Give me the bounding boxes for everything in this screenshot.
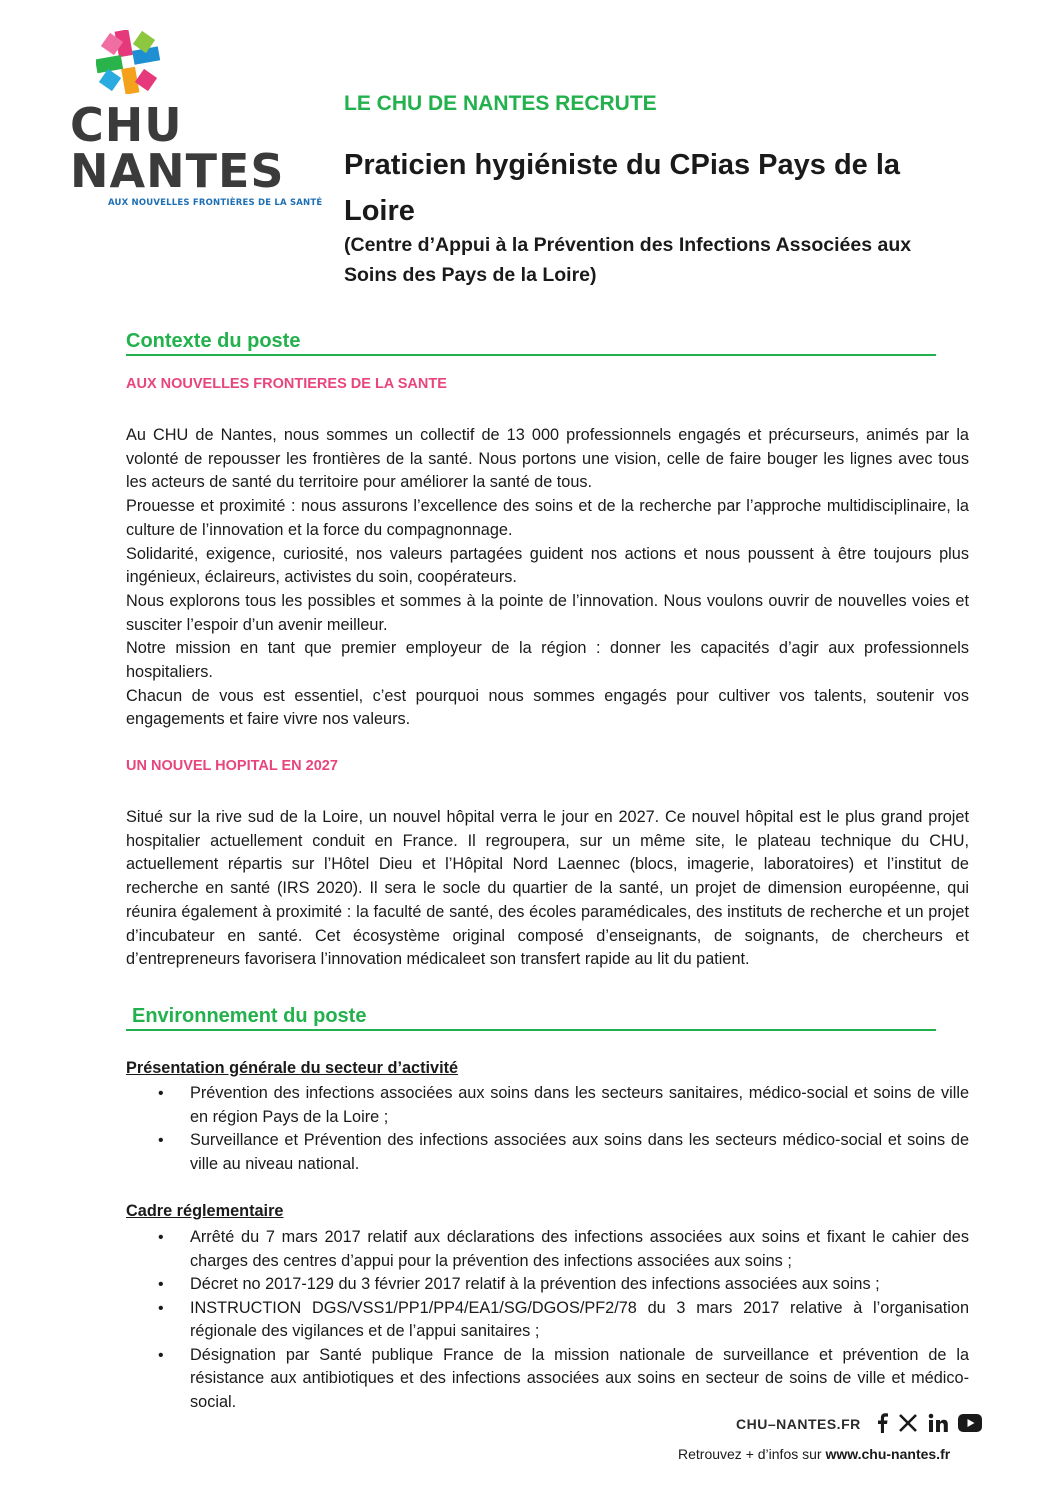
chu-nantes-logo [66, 30, 323, 208]
job-title: Praticien hygiéniste du CPias Pays de la Loire [344, 149, 901, 227]
recrute-label: LE CHU DE NANTES RECRUTE [344, 92, 657, 115]
x-icon[interactable] [898, 1413, 918, 1438]
list-item: • INSTRUCTION DGS/VSS1/PP1/PP4/EA1/SG/DGOS/PF2/78 du 3 mars 2017 relative à l’organisation régionale des vigilances et de l’appui sanitaires ; [126, 1297, 969, 1344]
secteur-list [126, 1082, 969, 1176]
list-item: • Prévention des infections associées aux soins dans les secteurs sanitaires, médico-social et soins de ville en région Pays de la Loire ; [126, 1082, 969, 1129]
contexte-paragraph: Au CHU de Nantes, nous sommes un collectif de 13 000 professionnels engagés et précurseurs, animés par la volonté de repousser les frontières de la santé. Nous portons une vision, celle de faire bouger les lignes avec tous les acteurs de santé du territoire pour améliorer la santé de tous. [126, 426, 969, 492]
hopital-paragraph [126, 806, 969, 972]
secteur-heading: Présentation générale du secteur d’activité [126, 1059, 459, 1077]
subheading-nouvel-hopital: UN NOUVEL HOPITAL EN 2027 [126, 758, 338, 774]
list-item: • Décret no 2017-129 du 3 février 2017 relatif à la prévention des infections associées aux soins ; [126, 1273, 969, 1297]
footer-website-link[interactable]: www.chu-nantes.fr [825, 1446, 951, 1462]
facebook-icon[interactable] [876, 1413, 888, 1438]
footer-site-label: CHU–NANTES.FR [736, 1416, 861, 1432]
section-environnement-heading: Environnement du poste [126, 1003, 936, 1031]
contexte-paragraph: Nous explorons tous les possibles et sommes à la pointe de l’innovation. Nous voulons ouvrir de nouvelles voies et susciter l’espoir d’un avenir meilleur. [126, 591, 969, 634]
youtube-icon[interactable] [958, 1414, 982, 1437]
logo-flower-icon [96, 30, 160, 94]
social-links [876, 1412, 982, 1438]
contexte-paragraph: Solidarité, exigence, curiosité, nos valeurs partagées guident nos actions et nous poussent à être toujours plus ingénieux, éclaireurs, activistes du soin, coopérateurs. [126, 544, 969, 587]
cadre-list [126, 1226, 969, 1414]
contexte-paragraph: Prouesse et proximité : nous assurons l’excellence des soins et de la recherche par l’approche multidisciplinaire, la culture de l’innovation et la force du compagnonnage. [126, 497, 969, 539]
contexte-paragraph: Chacun de vous est essentiel, c’est pourquoi nous sommes engagés pour cultiver vos talents, soutenir vos engagements et faire vivre nos valeurs. [126, 686, 969, 729]
logo-nantes: NANTES [70, 144, 285, 198]
linkedin-icon[interactable] [928, 1413, 948, 1438]
cadre-heading: Cadre réglementaire [126, 1202, 284, 1220]
job-subtitle: (Centre d’Appui à la Prévention des Infections Associées aux Soins des Pays de la Loire) [344, 234, 912, 286]
list-item: • Désignation par Santé publique France de la mission nationale de surveillance et prévention de la résistance aux antibiotiques et des infections associées aux soins en secteur de soins de ville et médico-social. [126, 1344, 969, 1415]
contexte-paragraph: Notre mission en tant que premier employeur de la région : donner les capacités d’agir aux professionnels hospitaliers. [126, 639, 969, 682]
list-item: • Surveillance et Prévention des infections associées aux soins dans les secteurs médico-social et soins de ville au niveau national. [126, 1129, 969, 1176]
logo-tagline: AUX NOUVELLES FRONTIÈRES DE LA SANTÉ [108, 198, 323, 208]
logo-chu: CHU [70, 98, 183, 152]
list-item: • Arrêté du 7 mars 2017 relatif aux déclarations des infections associées aux soins et fixant le cahier des charges des centres d’appui pour la prévention des infections associées aux soins ; [126, 1226, 969, 1273]
footer-more-info [678, 1446, 950, 1462]
contexte-paragraphs [126, 424, 969, 732]
subheading-frontieres: AUX NOUVELLES FRONTIERES DE LA SANTE [126, 376, 447, 392]
section-contexte-heading: Contexte du poste [126, 328, 936, 356]
footer-more-prefix: Retrouvez + d’infos sur [678, 1446, 826, 1462]
hopital-text: Situé sur la rive sud de la Loire, un nouvel hôpital verra le jour en 2027. Ce nouvel hôpital est le plus grand projet hospitalier actuellement conduit en France. Il regroupera, sur un même site, le plateau technique du CHU, actuellement répartis sur l’Hôtel Dieu et l’Hôpital Nord Laennec (blocs, imagerie, laboratoires) et l’institut de recherche en santé (IRS 2020). Il sera le socle du quartier de la santé, un projet de dimension européenne, qui réunira également à proximité : la faculté de santé, des écoles paramédicales, des instituts de recherche et un projet d’incubateur en santé. Cet écosystème original composé d’enseignants, de soignants, de chercheurs et d’entrepreneurs favorisera l’innovation médicaleet son transfert rapide au lit du patient. [126, 808, 969, 969]
